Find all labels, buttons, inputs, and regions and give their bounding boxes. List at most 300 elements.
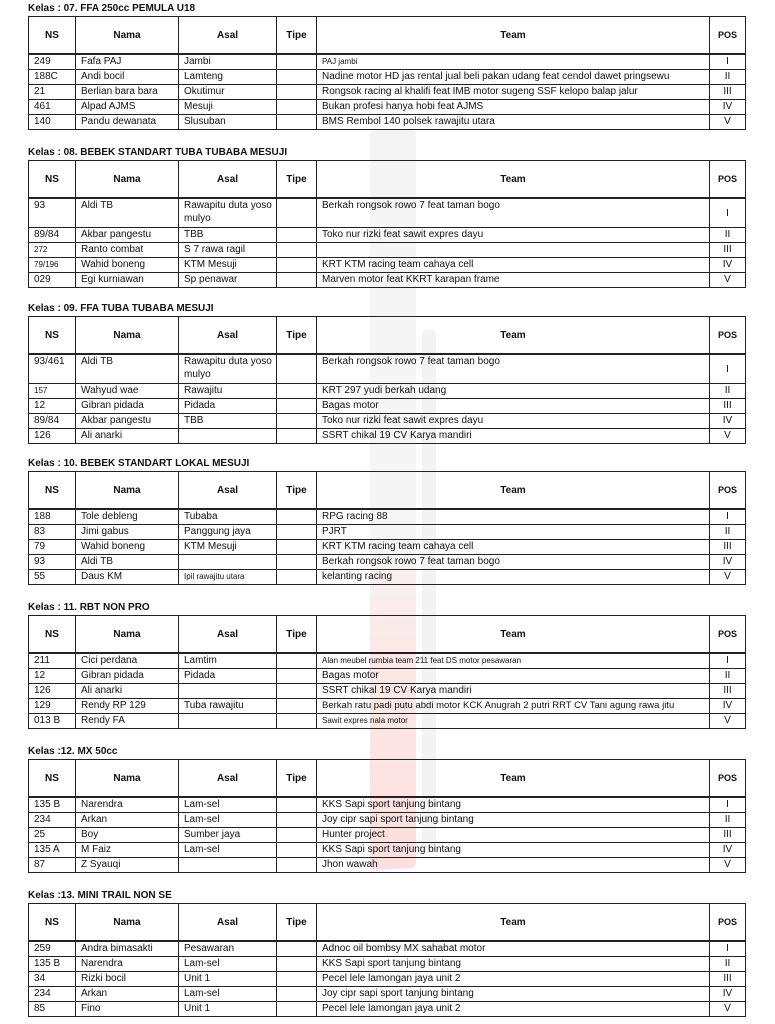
cell-pos: III bbox=[710, 828, 746, 843]
cell-team: KKS Sapi sport tanjung bintang bbox=[317, 843, 710, 858]
cell-tipe bbox=[277, 570, 317, 585]
cell-team: Toko nur rizki feat sawit expres dayu bbox=[317, 228, 710, 243]
cell-asal: Mesuji bbox=[179, 100, 277, 115]
cell-pos: V bbox=[710, 429, 746, 444]
cell-asal: Lam-sel bbox=[179, 813, 277, 828]
header-nama: Nama bbox=[76, 161, 179, 199]
class-section-11 bbox=[28, 601, 746, 729]
cell-ns: 21 bbox=[29, 85, 76, 100]
cell-nama: Ali anarki bbox=[76, 429, 179, 444]
cell-team: Berkah rongsok rowo 7 feat taman bogo bbox=[317, 198, 710, 228]
header-team: Team bbox=[317, 161, 710, 199]
cell-team: SSRT chikal 19 CV Karya mandiri bbox=[317, 684, 710, 699]
table-row bbox=[29, 972, 746, 987]
cell-team: Joy cipr sapi sport tanjung bintang bbox=[317, 987, 710, 1002]
table-row bbox=[29, 228, 746, 243]
cell-pos: II bbox=[710, 525, 746, 540]
header-nama: Nama bbox=[76, 17, 179, 55]
cell-tipe bbox=[277, 384, 317, 399]
cell-pos: III bbox=[710, 399, 746, 414]
cell-ns: 126 bbox=[29, 429, 76, 444]
cell-pos: V bbox=[710, 858, 746, 873]
cell-pos: IV bbox=[710, 699, 746, 714]
cell-asal bbox=[179, 684, 277, 699]
cell-team: Pecel lele lamongan jaya unit 2 bbox=[317, 1002, 710, 1017]
header-nama: Nama bbox=[76, 472, 179, 510]
cell-ns: 234 bbox=[29, 813, 76, 828]
header-tipe: Tipe bbox=[277, 616, 317, 654]
cell-tipe bbox=[277, 941, 317, 957]
table-row bbox=[29, 384, 746, 399]
header-pos: POS bbox=[710, 17, 746, 55]
header-tipe: Tipe bbox=[277, 472, 317, 510]
table-row bbox=[29, 987, 746, 1002]
table-row bbox=[29, 198, 746, 228]
cell-pos: I bbox=[710, 653, 746, 669]
header-team: Team bbox=[317, 616, 710, 654]
header-asal: Asal bbox=[179, 17, 277, 55]
cell-team: Nadine motor HD jas rental jual beli pakan udang feat cendol dawet pringsewu bbox=[317, 70, 710, 85]
header-ns: NS bbox=[29, 17, 76, 55]
cell-nama: Cici perdana bbox=[76, 653, 179, 669]
cell-asal: Lam-sel bbox=[179, 843, 277, 858]
header-pos: POS bbox=[710, 161, 746, 199]
cell-team: KRT KTM racing team cahaya cell bbox=[317, 258, 710, 273]
cell-asal bbox=[179, 714, 277, 729]
header-ns: NS bbox=[29, 760, 76, 798]
cell-asal: Pesawaran bbox=[179, 941, 277, 957]
cell-ns: 12 bbox=[29, 399, 76, 414]
cell-tipe bbox=[277, 972, 317, 987]
header-team: Team bbox=[317, 17, 710, 55]
cell-tipe bbox=[277, 509, 317, 525]
cell-tipe bbox=[277, 354, 317, 384]
cell-team: Bukan profesi hanya hobi feat AJMS bbox=[317, 100, 710, 115]
cell-ns: 259 bbox=[29, 941, 76, 957]
cell-team: Sawit expres nala motor bbox=[317, 714, 710, 729]
cell-nama: Aldi TB bbox=[76, 198, 179, 228]
class-section-13 bbox=[28, 889, 746, 1017]
header-tipe: Tipe bbox=[277, 317, 317, 355]
cell-nama: Z Syauqi bbox=[76, 858, 179, 873]
table-row bbox=[29, 273, 746, 288]
cell-team: Bagas motor bbox=[317, 669, 710, 684]
cell-ns: 79/196 bbox=[29, 258, 76, 273]
cell-pos: I bbox=[710, 509, 746, 525]
cell-pos: III bbox=[710, 540, 746, 555]
cell-nama: Daus KM bbox=[76, 570, 179, 585]
header-asal: Asal bbox=[179, 904, 277, 942]
table-row bbox=[29, 258, 746, 273]
cell-ns: 188C bbox=[29, 70, 76, 85]
cell-tipe bbox=[277, 429, 317, 444]
cell-tipe bbox=[277, 828, 317, 843]
header-ns: NS bbox=[29, 161, 76, 199]
results-table bbox=[28, 16, 746, 130]
header-tipe: Tipe bbox=[277, 760, 317, 798]
cell-pos: I bbox=[710, 54, 746, 70]
table-row bbox=[29, 100, 746, 115]
cell-ns: 157 bbox=[29, 384, 76, 399]
cell-tipe bbox=[277, 669, 317, 684]
cell-ns: 029 bbox=[29, 273, 76, 288]
table-row bbox=[29, 813, 746, 828]
cell-pos: IV bbox=[710, 843, 746, 858]
cell-ns: 55 bbox=[29, 570, 76, 585]
cell-pos: V bbox=[710, 273, 746, 288]
cell-asal: Lam-sel bbox=[179, 797, 277, 813]
class-title: Kelas : 09. FFA TUBA TUBABA MESUJI bbox=[28, 303, 214, 314]
cell-asal: Lam-sel bbox=[179, 987, 277, 1002]
cell-nama: Rendy FA bbox=[76, 714, 179, 729]
cell-nama: Fafa PAJ bbox=[76, 54, 179, 70]
header-ns: NS bbox=[29, 472, 76, 510]
cell-pos: V bbox=[710, 1002, 746, 1017]
cell-ns: 89/84 bbox=[29, 414, 76, 429]
cell-nama: Jimi gabus bbox=[76, 525, 179, 540]
cell-ns: 211 bbox=[29, 653, 76, 669]
cell-asal: Sp penawar bbox=[179, 273, 277, 288]
cell-nama: Gibran pidada bbox=[76, 399, 179, 414]
table-row bbox=[29, 714, 746, 729]
header-ns: NS bbox=[29, 904, 76, 942]
cell-pos: V bbox=[710, 714, 746, 729]
cell-asal bbox=[179, 858, 277, 873]
cell-nama: Akbar pangestu bbox=[76, 228, 179, 243]
cell-tipe bbox=[277, 653, 317, 669]
table-row bbox=[29, 509, 746, 525]
cell-asal: Unit 1 bbox=[179, 1002, 277, 1017]
class-section-10 bbox=[28, 457, 746, 585]
table-row bbox=[29, 653, 746, 669]
cell-tipe bbox=[277, 684, 317, 699]
cell-asal: Sumber jaya bbox=[179, 828, 277, 843]
cell-team: Berkah rongsok rowo 7 feat taman bogo bbox=[317, 354, 710, 384]
cell-asal: Tubaba bbox=[179, 509, 277, 525]
cell-asal: KTM Mesuji bbox=[179, 258, 277, 273]
results-table bbox=[28, 160, 746, 288]
cell-ns: 83 bbox=[29, 525, 76, 540]
cell-tipe bbox=[277, 699, 317, 714]
header-ns: NS bbox=[29, 616, 76, 654]
cell-tipe bbox=[277, 555, 317, 570]
cell-asal: Ipil rawajitu utara bbox=[179, 570, 277, 585]
cell-team: SSRT chikal 19 CV Karya mandiri bbox=[317, 429, 710, 444]
cell-pos: II bbox=[710, 70, 746, 85]
header-pos: POS bbox=[710, 616, 746, 654]
header-asal: Asal bbox=[179, 472, 277, 510]
cell-nama: Narendra bbox=[76, 797, 179, 813]
cell-pos: II bbox=[710, 813, 746, 828]
cell-pos: III bbox=[710, 243, 746, 258]
cell-pos: IV bbox=[710, 100, 746, 115]
class-section-08 bbox=[28, 146, 746, 288]
cell-pos: I bbox=[710, 354, 746, 384]
cell-tipe bbox=[277, 399, 317, 414]
cell-pos: II bbox=[710, 384, 746, 399]
cell-ns: 89/84 bbox=[29, 228, 76, 243]
cell-ns: 25 bbox=[29, 828, 76, 843]
class-section-09 bbox=[28, 302, 746, 444]
header-tipe: Tipe bbox=[277, 904, 317, 942]
cell-team: KKS Sapi sport tanjung bintang bbox=[317, 957, 710, 972]
cell-pos: V bbox=[710, 570, 746, 585]
cell-ns: 249 bbox=[29, 54, 76, 70]
cell-tipe bbox=[277, 858, 317, 873]
header-team: Team bbox=[317, 472, 710, 510]
table-row bbox=[29, 429, 746, 444]
class-title: Kelas : 10. BEBEK STANDART LOKAL MESUJI bbox=[28, 458, 250, 469]
table-row bbox=[29, 684, 746, 699]
cell-nama: Ali anarki bbox=[76, 684, 179, 699]
cell-team: Berkah rongsok rowo 7 feat taman bogo bbox=[317, 555, 710, 570]
cell-team: Alan meubel rumbia team 211 feat DS motor pesawaran bbox=[317, 653, 710, 669]
cell-pos: V bbox=[710, 115, 746, 130]
cell-ns: 85 bbox=[29, 1002, 76, 1017]
cell-team: RPG racing 88 bbox=[317, 509, 710, 525]
cell-nama: Andra bimasakti bbox=[76, 941, 179, 957]
cell-tipe bbox=[277, 843, 317, 858]
cell-team: Toko nur rizki feat sawit expres dayu bbox=[317, 414, 710, 429]
cell-tipe bbox=[277, 957, 317, 972]
cell-tipe bbox=[277, 797, 317, 813]
header-asal: Asal bbox=[179, 760, 277, 798]
table-row bbox=[29, 70, 746, 85]
table-row bbox=[29, 828, 746, 843]
cell-team: PAJ jambi bbox=[317, 54, 710, 70]
cell-asal: Lam-sel bbox=[179, 957, 277, 972]
class-section-12 bbox=[28, 745, 746, 873]
header-team: Team bbox=[317, 760, 710, 798]
cell-asal: Tuba rawajitu bbox=[179, 699, 277, 714]
cell-pos: I bbox=[710, 941, 746, 957]
cell-nama: Akbar pangestu bbox=[76, 414, 179, 429]
cell-tipe bbox=[277, 258, 317, 273]
class-title: Kelas : 08. BEBEK STANDART TUBA TUBABA MESUJI bbox=[28, 147, 288, 158]
table-row bbox=[29, 54, 746, 70]
table-row bbox=[29, 669, 746, 684]
cell-asal: Jambi bbox=[179, 54, 277, 70]
cell-asal: Rawapitu duta yoso mulyo bbox=[179, 354, 277, 384]
cell-tipe bbox=[277, 198, 317, 228]
cell-team: Bagas motor bbox=[317, 399, 710, 414]
cell-tipe bbox=[277, 540, 317, 555]
header-nama: Nama bbox=[76, 904, 179, 942]
cell-ns: 93 bbox=[29, 198, 76, 228]
table-row bbox=[29, 414, 746, 429]
class-title: Kelas :12. MX 50cc bbox=[28, 746, 118, 757]
header-pos: POS bbox=[710, 472, 746, 510]
header-nama: Nama bbox=[76, 760, 179, 798]
cell-tipe bbox=[277, 987, 317, 1002]
cell-team: Berkah ratu padi putu abdi motor KCK Anugrah 2 putri RRT CV Tani agung rawa jitu bbox=[317, 699, 710, 714]
cell-team: Adnoc oil bombsy MX sahabat motor bbox=[317, 941, 710, 957]
cell-asal: Pidada bbox=[179, 399, 277, 414]
class-title: Kelas : 11. RBT NON PRO bbox=[28, 602, 150, 613]
cell-ns: 461 bbox=[29, 100, 76, 115]
cell-ns: 135 B bbox=[29, 957, 76, 972]
results-table bbox=[28, 471, 746, 585]
header-asal: Asal bbox=[179, 161, 277, 199]
cell-nama: Fino bbox=[76, 1002, 179, 1017]
cell-ns: 126 bbox=[29, 684, 76, 699]
cell-ns: 34 bbox=[29, 972, 76, 987]
cell-tipe bbox=[277, 85, 317, 100]
results-table bbox=[28, 759, 746, 873]
cell-team: KRT 297 yudi berkah udang bbox=[317, 384, 710, 399]
cell-tipe bbox=[277, 525, 317, 540]
cell-nama: Boy bbox=[76, 828, 179, 843]
cell-ns: 135 A bbox=[29, 843, 76, 858]
cell-nama: Arkan bbox=[76, 813, 179, 828]
table-row bbox=[29, 85, 746, 100]
table-row bbox=[29, 354, 746, 384]
cell-nama: Egi kurniawan bbox=[76, 273, 179, 288]
table-row bbox=[29, 115, 746, 130]
cell-pos: II bbox=[710, 957, 746, 972]
cell-ns: 234 bbox=[29, 987, 76, 1002]
class-title: Kelas :13. MINI TRAIL NON SE bbox=[28, 890, 172, 901]
cell-tipe bbox=[277, 228, 317, 243]
cell-nama: Pandu dewanata bbox=[76, 115, 179, 130]
table-row bbox=[29, 699, 746, 714]
cell-nama: Rendy RP 129 bbox=[76, 699, 179, 714]
cell-tipe bbox=[277, 414, 317, 429]
header-pos: POS bbox=[710, 904, 746, 942]
cell-team: Joy cipr sapi sport tanjung bintang bbox=[317, 813, 710, 828]
cell-pos: III bbox=[710, 684, 746, 699]
cell-nama: Berlian bara bara bbox=[76, 85, 179, 100]
cell-nama: Arkan bbox=[76, 987, 179, 1002]
header-nama: Nama bbox=[76, 616, 179, 654]
cell-asal: Slusuban bbox=[179, 115, 277, 130]
header-ns: NS bbox=[29, 317, 76, 355]
cell-team bbox=[317, 243, 710, 258]
table-row bbox=[29, 858, 746, 873]
cell-tipe bbox=[277, 714, 317, 729]
results-table bbox=[28, 903, 746, 1017]
cell-nama: Andi bocil bbox=[76, 70, 179, 85]
cell-asal: Unit 1 bbox=[179, 972, 277, 987]
cell-ns: 140 bbox=[29, 115, 76, 130]
class-title: Kelas : 07. FFA 250cc PEMULA U18 bbox=[28, 3, 196, 14]
cell-pos: I bbox=[710, 198, 746, 228]
table-row bbox=[29, 555, 746, 570]
header-asal: Asal bbox=[179, 616, 277, 654]
cell-nama: Ranto combat bbox=[76, 243, 179, 258]
cell-nama: Wahid boneng bbox=[76, 258, 179, 273]
cell-nama: Alpad AJMS bbox=[76, 100, 179, 115]
header-team: Team bbox=[317, 904, 710, 942]
cell-ns: 135 B bbox=[29, 797, 76, 813]
cell-tipe bbox=[277, 54, 317, 70]
cell-pos: II bbox=[710, 228, 746, 243]
cell-pos: III bbox=[710, 85, 746, 100]
cell-team: Jhon wawah bbox=[317, 858, 710, 873]
table-row bbox=[29, 843, 746, 858]
cell-nama: Wahyud wae bbox=[76, 384, 179, 399]
header-team: Team bbox=[317, 317, 710, 355]
cell-team: Rongsok racing al khalifi feat IMB motor sugeng SSF kelopo balap jalur bbox=[317, 85, 710, 100]
results-table bbox=[28, 615, 746, 729]
table-row bbox=[29, 941, 746, 957]
cell-tipe bbox=[277, 70, 317, 85]
cell-ns: 12 bbox=[29, 669, 76, 684]
cell-nama: Aldi TB bbox=[76, 354, 179, 384]
cell-asal: TBB bbox=[179, 228, 277, 243]
cell-pos: IV bbox=[710, 414, 746, 429]
cell-nama: Tole debleng bbox=[76, 509, 179, 525]
results-table bbox=[28, 316, 746, 444]
cell-nama: Gibran pidada bbox=[76, 669, 179, 684]
cell-tipe bbox=[277, 100, 317, 115]
cell-team: Hunter project bbox=[317, 828, 710, 843]
cell-asal: TBB bbox=[179, 414, 277, 429]
cell-tipe bbox=[277, 813, 317, 828]
cell-team: Pecel lele lamongan jaya unit 2 bbox=[317, 972, 710, 987]
cell-ns: 93 bbox=[29, 555, 76, 570]
cell-ns: 93/461 bbox=[29, 354, 76, 384]
class-section-07 bbox=[28, 2, 746, 130]
cell-nama: M Faiz bbox=[76, 843, 179, 858]
header-pos: POS bbox=[710, 760, 746, 798]
cell-team: PJRT bbox=[317, 525, 710, 540]
cell-asal: Rawapitu duta yoso mulyo bbox=[179, 198, 277, 228]
header-asal: Asal bbox=[179, 317, 277, 355]
cell-team: BMS Rembol 140 polsek rawajitu utara bbox=[317, 115, 710, 130]
cell-asal: Panggung jaya bbox=[179, 525, 277, 540]
table-row bbox=[29, 1002, 746, 1017]
cell-pos: IV bbox=[710, 555, 746, 570]
table-row bbox=[29, 797, 746, 813]
cell-asal: KTM Mesuji bbox=[179, 540, 277, 555]
cell-pos: I bbox=[710, 797, 746, 813]
header-pos: POS bbox=[710, 317, 746, 355]
table-row bbox=[29, 525, 746, 540]
cell-asal: S 7 rawa ragil bbox=[179, 243, 277, 258]
cell-team: Marven motor feat KKRT karapan frame bbox=[317, 273, 710, 288]
table-row bbox=[29, 540, 746, 555]
cell-ns: 79 bbox=[29, 540, 76, 555]
cell-pos: IV bbox=[710, 987, 746, 1002]
cell-nama: Wahid boneng bbox=[76, 540, 179, 555]
cell-asal: Pidada bbox=[179, 669, 277, 684]
cell-pos: III bbox=[710, 972, 746, 987]
cell-nama: Rizki bocil bbox=[76, 972, 179, 987]
cell-team: kelanting racing bbox=[317, 570, 710, 585]
cell-pos: II bbox=[710, 669, 746, 684]
cell-asal: Rawajitu bbox=[179, 384, 277, 399]
cell-tipe bbox=[277, 273, 317, 288]
cell-tipe bbox=[277, 243, 317, 258]
cell-ns: 129 bbox=[29, 699, 76, 714]
header-tipe: Tipe bbox=[277, 161, 317, 199]
cell-asal: Okutimur bbox=[179, 85, 277, 100]
table-row bbox=[29, 399, 746, 414]
cell-pos: IV bbox=[710, 258, 746, 273]
cell-asal bbox=[179, 429, 277, 444]
cell-nama: Aldi TB bbox=[76, 555, 179, 570]
cell-ns: 188 bbox=[29, 509, 76, 525]
header-nama: Nama bbox=[76, 317, 179, 355]
header-tipe: Tipe bbox=[277, 17, 317, 55]
cell-tipe bbox=[277, 1002, 317, 1017]
cell-asal: Lamteng bbox=[179, 70, 277, 85]
cell-tipe bbox=[277, 115, 317, 130]
cell-nama: Narendra bbox=[76, 957, 179, 972]
table-row bbox=[29, 570, 746, 585]
table-row bbox=[29, 957, 746, 972]
